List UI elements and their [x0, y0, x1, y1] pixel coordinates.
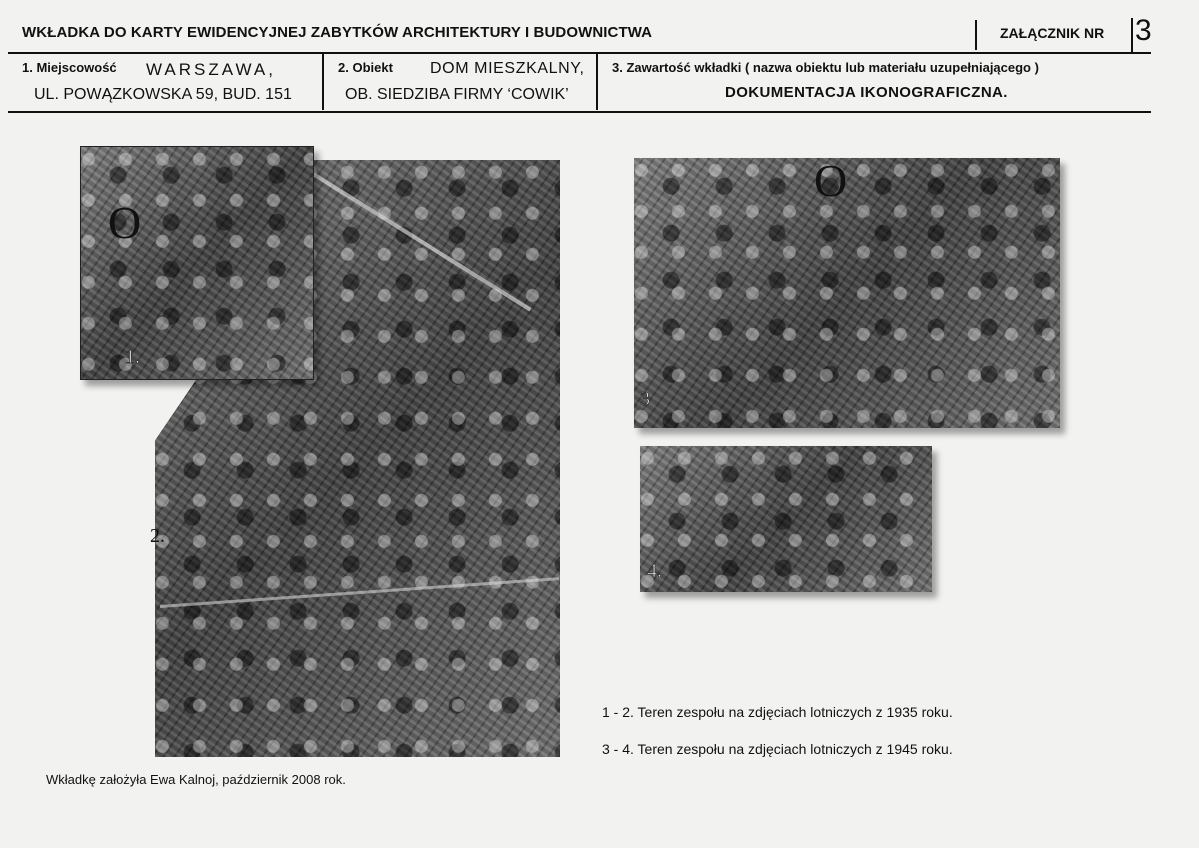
- object-description: OB. SIEDZIBA FIRMY ‘COWIK’: [345, 86, 569, 103]
- location-address: UL. POWĄZKOWSKA 59, BUD. 151: [34, 86, 292, 103]
- content-value: DOKUMENTACJA IKONOGRAFICZNA.: [725, 84, 1008, 101]
- annex-divider: [1131, 18, 1133, 52]
- location-city: WARSZAWA,: [146, 60, 276, 79]
- aerial-photo-4: [640, 446, 932, 592]
- content-label: 3. Zawartość wkładki ( nazwa obiektu lub materiału uzupełniającego ): [612, 60, 1039, 75]
- caption-1935: 1 - 2. Teren zespołu na zdjęciach lotniczych z 1935 roku.: [602, 704, 953, 720]
- location-label: 1. Miejscowość: [22, 60, 117, 75]
- object-label: 2. Obiekt: [338, 60, 393, 75]
- photo-4-number: 4.: [647, 560, 662, 582]
- annex-number: 3: [1135, 14, 1152, 47]
- object-type: DOM MIESZKALNY,: [430, 60, 585, 77]
- header-divider: [975, 20, 977, 50]
- annex-label: ZAŁĄCZNIK NR: [1000, 25, 1105, 41]
- field-separator: [322, 54, 324, 110]
- field-separator: [596, 54, 598, 110]
- photo-2-number: 2.: [150, 525, 165, 547]
- author-credit: Wkładkę założyła Ewa Kalnoj, październik 2008 rok.: [46, 772, 346, 787]
- location-marker: O: [108, 197, 142, 248]
- header-rule-top: [8, 52, 1151, 54]
- caption-1945: 3 - 4. Teren zespołu na zdjęciach lotniczych z 1945 roku.: [602, 741, 953, 757]
- photo-3-number: 3: [640, 388, 650, 410]
- document-title: WKŁADKA DO KARTY EWIDENCYJNEJ ZABYTKÓW ARCHITEKTURY I BUDOWNICTWA: [22, 24, 653, 41]
- header-rule-bottom: [8, 111, 1151, 113]
- photo-1-number: 1.: [125, 346, 140, 368]
- aerial-photo-1: [80, 146, 314, 380]
- location-marker: O: [814, 155, 848, 206]
